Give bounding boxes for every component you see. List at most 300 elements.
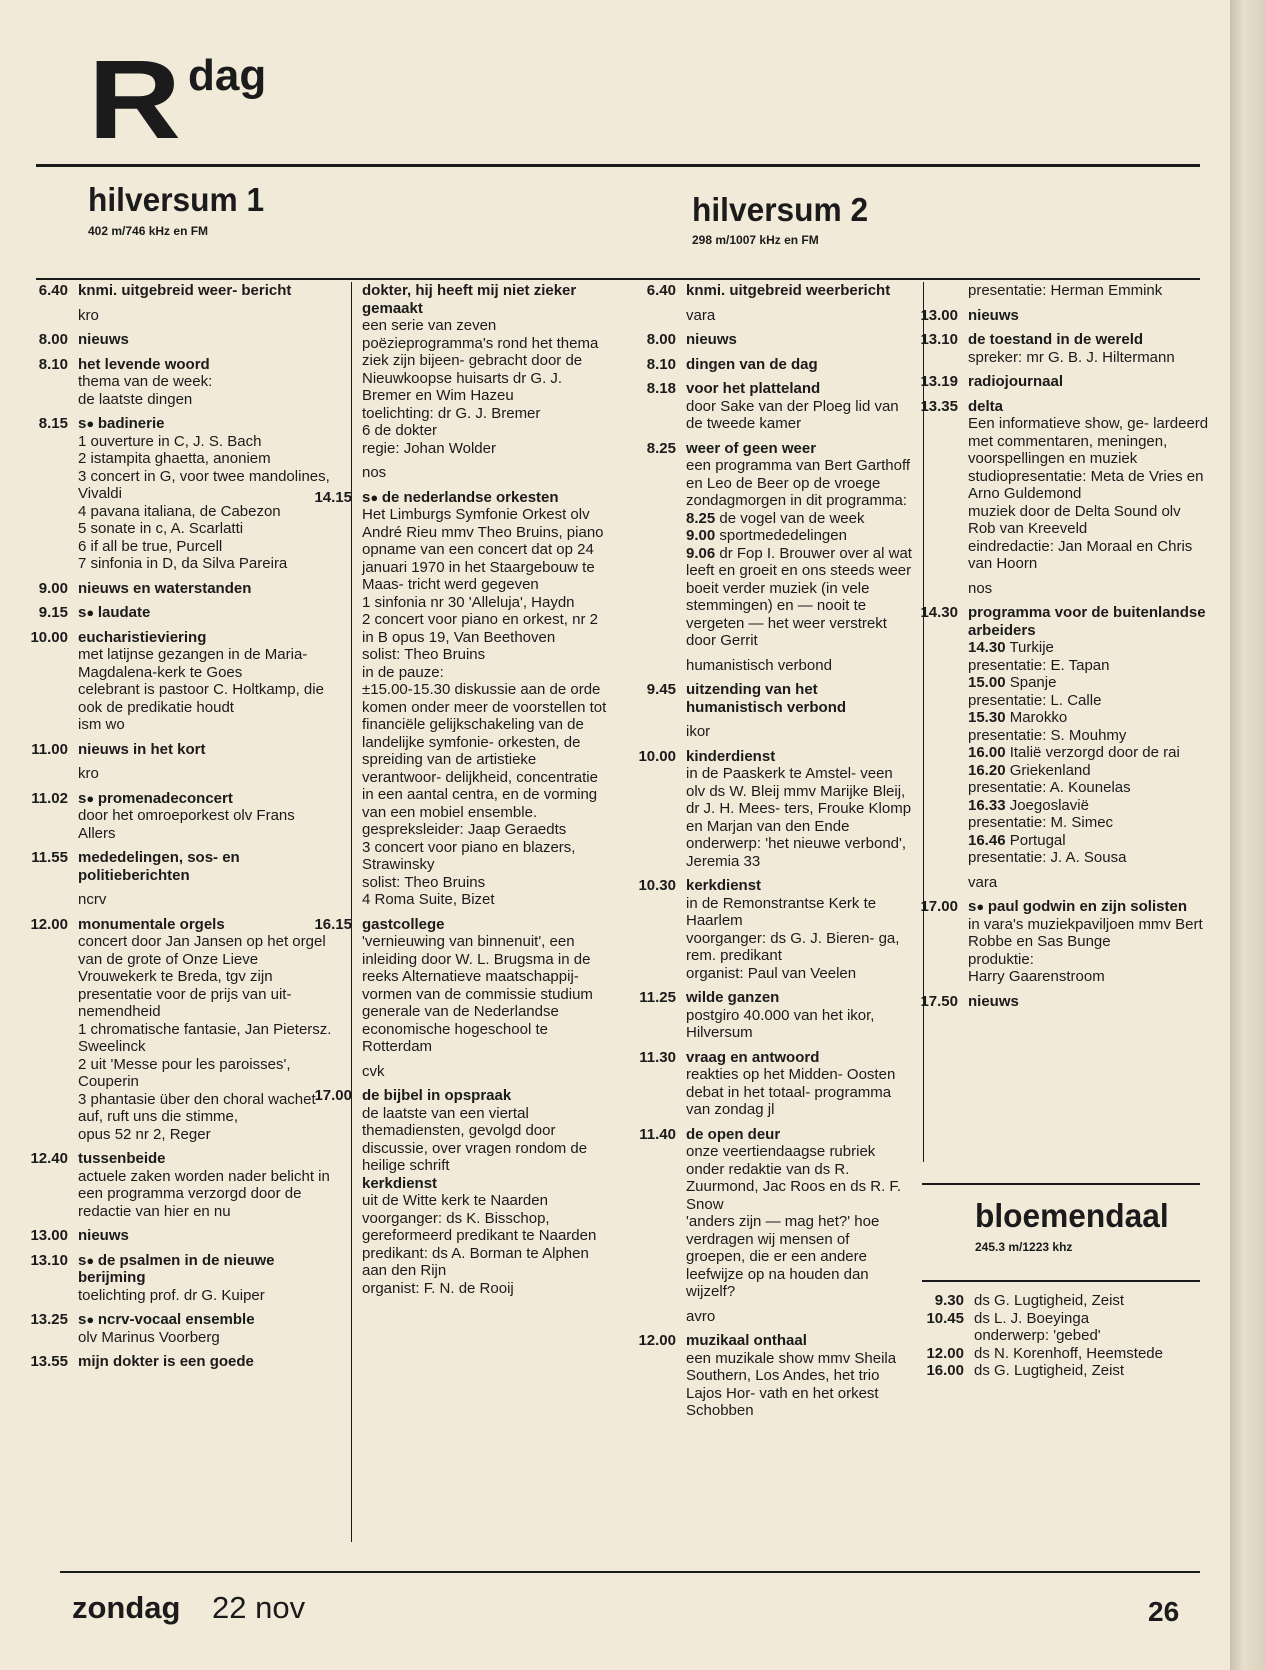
- program-entry: [620, 1126, 912, 1301]
- program-title: kerkdienst: [686, 877, 762, 894]
- program-entry: [620, 440, 912, 650]
- broadcaster-label: kro: [78, 765, 99, 782]
- program-title: nieuws en waterstanden: [78, 579, 252, 597]
- program-time: 10.45: [926, 1309, 964, 1327]
- program-time: 10.30: [638, 877, 676, 894]
- program-title: s● de psalmen in de nieuwe berijming: [78, 1251, 275, 1286]
- program-sub-item: [968, 692, 1210, 710]
- program-time: 6.40: [646, 282, 676, 299]
- program-detail: voorganger: ds K. Bisschop, gereformeerd predikant te Naarden: [362, 1209, 597, 1244]
- stereo-dot-icon: ●: [86, 416, 98, 431]
- program-entry: [16, 1311, 334, 1346]
- sub-time: 16.46: [968, 831, 1006, 849]
- program-sub-item: [686, 510, 912, 528]
- program-body: [686, 356, 912, 374]
- program-title: knmi. uitgebreid weerbericht: [686, 282, 891, 299]
- sub-time: 15.30: [968, 709, 1006, 726]
- program-detail: 4 Roma Suite, Bizet: [362, 891, 495, 908]
- program-detail: ds G. Lugtigheid, Zeist: [974, 1292, 1125, 1309]
- program-detail: Het Limburgs Symfonie Orkest olv André Rieu mmv Theo Bruins, piano: [362, 506, 604, 541]
- page-number: 26: [1148, 1596, 1180, 1627]
- sub-text: Spanje: [1009, 674, 1057, 691]
- header-rule: [36, 278, 1200, 280]
- program-entry: [16, 282, 334, 300]
- program-time: 6.40: [38, 282, 68, 299]
- program-entry: [920, 331, 1210, 366]
- program-detail: produktie:: [968, 950, 1034, 968]
- program-entry: [620, 331, 912, 349]
- program-detail: 2 uit 'Messe pour les paroisses', Couperin: [78, 1055, 291, 1090]
- program-time: 12.00: [926, 1344, 964, 1362]
- program-title: delta: [968, 397, 1004, 415]
- program-title: dokter, hij heeft mij niet zieker gemaakt: [362, 282, 577, 317]
- program-time: 17.00: [920, 898, 958, 915]
- program-body: [968, 331, 1210, 366]
- program-title: eucharistieviering: [78, 628, 207, 646]
- program-detail: uit de Witte kerk te Naarden: [362, 1192, 548, 1209]
- program-detail: 'vernieuwing van binnenuit', een inleiding door W. L. Brugsma in de reeks Alternatieve maatschappij- vormen van de commissie studium generale van de Nederlandse economische hogeschool te Rotterdam: [362, 933, 593, 1055]
- program-title: weer of geen weer: [686, 439, 817, 457]
- program-entry: [312, 1087, 612, 1297]
- station-title-hilversum-1: hilversum 1: [88, 181, 265, 218]
- logo-suffix: dag: [188, 51, 267, 100]
- broadcaster-label: avro: [686, 1307, 716, 1325]
- stereo-dot-icon: ●: [86, 790, 98, 806]
- sub-time: 16.00: [968, 744, 1006, 761]
- program-detail: ds G. Lugtigheid, Zeist: [974, 1362, 1125, 1379]
- program-time: 13.10: [30, 1251, 68, 1269]
- program-detail: in de Paaskerk te Amstel- veen olv ds W. Bleij mmv Marijke Bleij, dr J. H. Mees- ters, Frouke Klomp en Marjan van den Ende: [686, 765, 912, 835]
- program-detail: 6 if all be true, Purcell: [78, 537, 223, 555]
- program-title: het levende woord: [78, 355, 210, 373]
- program-detail: spreker: mr G. B. J. Hiltermann: [968, 348, 1175, 366]
- program-title: nieuws: [78, 1227, 129, 1244]
- program-title: dingen van de dag: [686, 355, 818, 373]
- program-detail: ds N. Korenhoff, Heemstede: [974, 1344, 1163, 1362]
- program-body: [78, 580, 334, 598]
- program-body: [686, 282, 912, 300]
- broadcaster-label: vara: [968, 873, 998, 891]
- program-title: nieuws: [968, 992, 1019, 1010]
- program-entry: [16, 604, 334, 622]
- sub-time: 16.33: [968, 796, 1006, 814]
- program-detail: 1 ouverture in C, J. S. Bach: [78, 432, 262, 450]
- program-detail: predikant: ds A. Borman te Alphen aan den Rijn: [362, 1244, 589, 1279]
- program-detail: in de Remonstrantse Kerk te Haarlem: [686, 894, 877, 929]
- program-detail: solist: Theo Bruins: [362, 646, 486, 663]
- program-title: kerkdienst: [362, 1174, 438, 1192]
- stereo-mark: s: [78, 789, 87, 807]
- program-detail: met latijnse gezangen in de Maria-Magdalena-kerk te Goes: [78, 646, 308, 681]
- program-detail: de laatste van een viertal themadiensten, gevolgd door discussie, over vragen rondom de heilige schrift: [362, 1104, 588, 1174]
- program-sub-item: [686, 545, 912, 650]
- program-time: 13.10: [920, 331, 958, 348]
- program-body: [78, 1227, 334, 1245]
- program-body: [78, 415, 334, 573]
- program-detail: opus 52 nr 2, Reger: [78, 1125, 211, 1143]
- program-title: s● badinerie: [78, 415, 165, 432]
- program-body: [362, 489, 612, 909]
- program-time: 8.25: [646, 439, 676, 457]
- program-title: wilde ganzen: [686, 989, 780, 1006]
- program-title: nieuws: [78, 331, 129, 348]
- bloemendaal-entry: [920, 1345, 1210, 1363]
- program-body: [78, 1150, 334, 1220]
- program-detail: een muzikale show mmv Sheila Southern, Los Andes, het trio Lajos Hor- vath en het orkest Schobben: [686, 1349, 897, 1419]
- sub-text: Portugal: [1009, 831, 1066, 849]
- program-title: radiojournaal: [968, 373, 1064, 390]
- program-time: 12.40: [30, 1150, 68, 1167]
- program-title: mijn dokter is een goede: [78, 1353, 254, 1370]
- program-detail: Een informatieve show, ge- lardeerd met commentaren, meningen, voorspellingen en muziek: [968, 415, 1209, 467]
- program-time: 16.15: [314, 915, 352, 933]
- program-entry: [16, 415, 334, 573]
- program-sub-item: [968, 762, 1210, 780]
- program-entry: [16, 790, 334, 843]
- program-time: [920, 1327, 974, 1345]
- program-time: [920, 282, 968, 300]
- program-detail: onze veertiendaagse rubriek onder redaktie van ds R. Zuurmond, Jac Roos en ds R. F. Snow: [686, 1143, 902, 1213]
- program-body: [686, 1126, 912, 1301]
- program-entry: [16, 1150, 334, 1220]
- page-edge: [1230, 0, 1265, 1670]
- program-time: 13.55: [30, 1353, 68, 1370]
- program-time: 13.19: [920, 373, 958, 390]
- program-body: [78, 741, 334, 759]
- program-entry: [920, 898, 1210, 986]
- program-time: 13.35: [920, 397, 958, 415]
- program-entry: [920, 604, 1210, 867]
- broadcaster-label: nos: [362, 464, 387, 481]
- program-entry: [16, 580, 334, 598]
- sub-text: Turkije: [1009, 639, 1054, 656]
- stereo-mark: s: [362, 488, 371, 506]
- stereo-dot-icon: ●: [86, 1312, 98, 1327]
- program-title: nieuws in het kort: [78, 740, 206, 758]
- program-body: [968, 373, 1210, 391]
- program-detail: solist: Theo Bruins: [362, 873, 486, 891]
- program-body: [968, 993, 1210, 1011]
- program-time: 11.30: [639, 1048, 676, 1066]
- program-body: [362, 282, 612, 457]
- program-entry: [312, 282, 612, 457]
- program-entry: [16, 331, 334, 349]
- program-entry: [16, 741, 334, 759]
- program-body: [78, 1353, 334, 1371]
- program-sub-item: [968, 814, 1210, 832]
- stereo-dot-icon: ●: [370, 489, 382, 505]
- program-entry: [920, 373, 1210, 391]
- program-detail: in de pauze:: [362, 663, 444, 681]
- program-time: 14.15: [314, 488, 352, 506]
- program-entry: [620, 989, 912, 1042]
- stereo-mark: s: [78, 1311, 87, 1328]
- bloemendaal-rule-bottom: [922, 1280, 1200, 1282]
- program-detail: ±15.00-15.30 diskussie aan de orde komen onder meer de voorstellen tot financiële gelijkschakeling van de landelijke symfonie- orkesten, de spreiding van de artistieke verantwoor- delijkheid, concentratie in een aantal centra, en de vorming van een mobiel ensemble.: [362, 681, 607, 821]
- program-time: 14.30: [920, 604, 958, 621]
- stereo-dot-icon: ●: [86, 1252, 98, 1268]
- program-detail: celebrant is pastoor C. Holtkamp, die ook de predikatie houdt: [78, 681, 324, 716]
- program-detail: een programma van Bert Garthoff en Leo de Beer op de vroege zondagmorgen in dit programma:: [686, 457, 911, 509]
- program-detail: muziek door de Delta Sound olv Rob van Kreeveld: [968, 502, 1181, 537]
- program-entry: [16, 1227, 334, 1245]
- sub-text: sportmededelingen: [719, 527, 847, 544]
- program-title: kinderdienst: [686, 747, 776, 765]
- program-entry: [620, 748, 912, 871]
- program-body: [78, 331, 334, 349]
- sub-time: 15.00: [968, 674, 1006, 691]
- program-body: [686, 989, 912, 1042]
- program-time: 10.00: [638, 747, 676, 765]
- bloemendaal-entry: [920, 1292, 1210, 1310]
- program-detail: 3 phantasie über den choral wachet auf, ruft uns die stimme,: [78, 1090, 316, 1125]
- stereo-mark: s: [78, 415, 87, 432]
- program-detail: toelichting prof. dr G. Kuiper: [78, 1286, 265, 1304]
- program-detail: 7 sinfonia in D, da Silva Pareira: [78, 555, 288, 572]
- schedule-column-2: [312, 282, 612, 1304]
- sub-text: Joegoslavië: [1009, 796, 1089, 814]
- program-time: 17.50: [920, 992, 958, 1010]
- station-frequency-bloemendaal: 245.3 m/1223 khz: [975, 1240, 1073, 1254]
- program-body: [686, 331, 912, 349]
- program-body: [78, 1252, 334, 1305]
- program-detail: 3 concert voor piano en blazers, Strawinsky: [362, 838, 576, 873]
- program-detail: thema van de week:: [78, 373, 213, 390]
- program-sub-item: [968, 709, 1210, 727]
- program-detail: 4 pavana italiana, de Cabezon: [78, 502, 281, 520]
- program-body: [686, 440, 912, 650]
- program-time: 8.00: [646, 331, 676, 348]
- footer-rule: [60, 1571, 1200, 1573]
- program-sub-item: [968, 639, 1210, 657]
- stereo-mark: s: [78, 604, 87, 621]
- sub-text: presentatie: E. Tapan: [968, 656, 1110, 674]
- program-body: [78, 282, 334, 300]
- program-detail: onderwerp: 'gebed': [974, 1327, 1101, 1344]
- program-detail: door Sake van der Ploeg lid van de tweede kamer: [686, 397, 899, 432]
- program-entry: [620, 282, 912, 300]
- program-body: [686, 681, 912, 716]
- stereo-mark: s: [78, 1251, 87, 1269]
- broadcaster-label: kro: [78, 306, 99, 324]
- program-title: nieuws: [968, 306, 1019, 324]
- schedule-column-1: [16, 282, 334, 1378]
- program-time: 8.15: [38, 415, 68, 432]
- program-detail: een serie van zeven poëzieprogramma's rond het thema ziek zijn bijeen- gebracht door de Nieuwkoopse huisarts dr G. J. Bremer en Wim Hazeu: [362, 317, 599, 404]
- program-title: programma voor de buitenlandse arbeiders: [968, 604, 1206, 639]
- program-entry: [16, 1353, 334, 1371]
- program-time: 11.00: [31, 740, 68, 758]
- program-title: uitzending van het humanistisch verbond: [686, 681, 847, 716]
- program-body: [968, 307, 1210, 325]
- program-title: nieuws: [686, 331, 737, 348]
- broadcaster-label: humanistisch verbond: [686, 656, 832, 674]
- program-sub-item: [968, 849, 1210, 867]
- program-entry: [920, 282, 1210, 300]
- program-sub-item: [968, 779, 1210, 797]
- program-body: [78, 790, 334, 843]
- program-title: tussenbeide: [78, 1150, 166, 1167]
- program-body: [78, 356, 334, 409]
- program-detail: voorganger: ds G. J. Bieren- ga, rem. predikant: [686, 929, 900, 964]
- sub-text: Italië verzorgd door de rai: [1009, 744, 1180, 761]
- program-body: [362, 916, 612, 1056]
- program-detail: 2 istampita ghaetta, anoniem: [78, 450, 271, 467]
- program-detail: ism wo: [78, 716, 125, 733]
- program-entry: [312, 489, 612, 909]
- program-title: gastcollege: [362, 915, 445, 933]
- broadcaster-label: ikor: [686, 723, 711, 740]
- program-time: 12.00: [30, 915, 68, 933]
- bloemendaal-entry: [920, 1362, 1210, 1380]
- sub-text: de vogel van de week: [719, 509, 865, 527]
- station-title-bloemendaal: bloemendaal: [975, 1197, 1169, 1234]
- program-detail: olv Marinus Voorberg: [78, 1328, 220, 1346]
- program-entry: [920, 993, 1210, 1011]
- program-time: 10.00: [30, 628, 68, 646]
- sub-text: presentatie: S. Mouhmy: [968, 726, 1127, 744]
- program-entry: [620, 1049, 912, 1119]
- program-time: [312, 282, 362, 457]
- program-detail: 3 concert in G, voor twee mandolines, Vivaldi: [78, 467, 330, 502]
- program-time: 8.10: [646, 355, 676, 373]
- program-time: 11.02: [31, 789, 68, 807]
- program-title: s● ncrv-vocaal ensemble: [78, 1311, 255, 1328]
- program-entry: [620, 877, 912, 982]
- program-detail: presentatie: Herman Emmink: [968, 282, 1163, 299]
- schedule-column-4: [920, 282, 1210, 1017]
- program-body: [78, 916, 334, 1144]
- program-time: 16.00: [926, 1362, 964, 1379]
- program-time: 9.15: [38, 604, 68, 621]
- program-body: [968, 282, 1210, 300]
- program-title: monumentale orgels: [78, 915, 225, 933]
- broadcaster-label: cvk: [362, 1062, 385, 1080]
- bloemendaal-entry: [920, 1310, 1210, 1328]
- bloemendaal-rule: [922, 1183, 1200, 1185]
- program-detail: 1 sinfonia nr 30 'Alleluja', Haydn: [362, 593, 575, 611]
- program-time: 9.00: [38, 579, 68, 597]
- station-frequency-hilversum-2: 298 m/1007 kHz en FM: [692, 233, 819, 247]
- program-detail: organist: Paul van Veelen: [686, 964, 857, 982]
- program-detail: actuele zaken worden nader belicht in een programma verzorgd door de redactie van hier en nu: [78, 1167, 330, 1220]
- program-body: [686, 1049, 912, 1119]
- program-sub-item: [968, 832, 1210, 850]
- program-entry: [16, 1252, 334, 1305]
- program-title: muzikaal onthaal: [686, 1332, 807, 1349]
- program-title: mededelingen, sos- en politieberichten: [78, 849, 240, 884]
- program-title: de bijbel in opspraak: [362, 1087, 512, 1104]
- program-body: [362, 1087, 612, 1297]
- program-body: [686, 1332, 912, 1420]
- stereo-mark: s: [968, 898, 977, 915]
- footer-day: zondag: [72, 1590, 181, 1625]
- sub-time: 9.00: [686, 527, 716, 544]
- program-detail: onderwerp: 'het nieuwe verbond', Jeremia 33: [686, 835, 907, 870]
- station-title-hilversum-2: hilversum 2: [692, 191, 869, 228]
- program-detail: organist: F. N. de Rooij: [362, 1279, 514, 1297]
- program-title: voor het platteland: [686, 380, 821, 397]
- sub-text: Griekenland: [1009, 761, 1091, 779]
- top-rule: [36, 164, 1200, 167]
- program-detail: 2 concert voor piano en orkest, nr 2 in B opus 19, Van Beethoven: [362, 611, 598, 646]
- sub-text: Marokko: [1009, 709, 1068, 726]
- program-entry: [16, 916, 334, 1144]
- program-body: [686, 748, 912, 871]
- program-time: 9.45: [646, 681, 676, 698]
- program-detail: reakties op het Midden- Oosten debat in het totaal- programma van zondag jl: [686, 1066, 896, 1118]
- sub-text: presentatie: L. Calle: [968, 691, 1102, 709]
- program-detail: postgiro 40.000 van het ikor, Hilversum: [686, 1006, 875, 1041]
- station-frequency-hilversum-1: 402 m/746 kHz en FM: [88, 224, 209, 238]
- program-title: s● de nederlandse orkesten: [362, 488, 559, 506]
- program-time: 8.00: [38, 331, 68, 348]
- program-body: [78, 1311, 334, 1346]
- sub-time: 9.06: [686, 544, 716, 562]
- program-entry: [920, 307, 1210, 325]
- program-entry: [620, 356, 912, 374]
- program-detail: Harry Gaarenstroom: [968, 968, 1105, 985]
- program-detail: in vara's muziekpaviljoen mmv Bert Robbe en Sas Bunge: [968, 915, 1203, 950]
- sub-time: 8.25: [686, 509, 716, 527]
- program-entry: [620, 681, 912, 716]
- sub-text: dr Fop I. Brouwer over al wat leeft en groeit en ons steeds weer boeit verder muziek (in vele stemmingen) en — nooit te vergeten — het weer verstrekt door Gerrit: [686, 544, 912, 649]
- program-entry: [16, 629, 334, 734]
- program-sub-item: [686, 527, 912, 545]
- program-detail: regie: Johan Wolder: [362, 439, 496, 457]
- program-body: [968, 604, 1210, 867]
- program-detail: toelichting: dr G. J. Bremer: [362, 404, 541, 422]
- program-title: knmi. uitgebreid weer- bericht: [78, 282, 292, 299]
- program-title: s● laudate: [78, 604, 151, 621]
- program-time: 8.10: [38, 355, 68, 373]
- program-time: 9.30: [934, 1292, 964, 1309]
- program-title: s● promenadeconcert: [78, 789, 233, 807]
- program-detail: de laatste dingen: [78, 390, 193, 408]
- program-time: 11.40: [639, 1125, 676, 1143]
- program-time: 11.25: [639, 989, 676, 1006]
- program-entry: [16, 849, 334, 884]
- program-body: [78, 604, 334, 622]
- program-entry: [312, 916, 612, 1056]
- program-entry: [16, 356, 334, 409]
- program-entry: [620, 380, 912, 433]
- program-time: 12.00: [638, 1332, 676, 1349]
- program-time: 13.00: [920, 306, 958, 324]
- program-detail: concert door Jan Jansen op het orgel van de grote of Onze Lieve Vrouwekerk te Breda, tgv zijn presentatie voor de prijs van uit- nemendheid: [78, 933, 326, 1020]
- program-body: [968, 398, 1210, 573]
- program-sub-item: [968, 727, 1210, 745]
- bloemendaal-entry: [920, 1327, 1210, 1345]
- broadcaster-label: ncrv: [78, 891, 107, 908]
- program-detail: eindredactie: Jan Moraal en Chris van Hoorn: [968, 537, 1193, 572]
- program-detail: ds L. J. Boeyinga: [974, 1309, 1090, 1327]
- program-detail: gespreksleider: Jaap Geraedts: [362, 821, 567, 838]
- schedule-column-3: [620, 282, 912, 1427]
- program-time: 17.00: [314, 1087, 352, 1104]
- program-detail: 6 de dokter: [362, 422, 438, 439]
- program-sub-item: [968, 674, 1210, 692]
- sub-text: presentatie: J. A. Sousa: [968, 849, 1127, 866]
- program-detail: studiopresentatie: Meta de Vries en Arno Guldemond: [968, 467, 1204, 502]
- program-time: 8.18: [646, 380, 676, 397]
- sub-time: 14.30: [968, 639, 1006, 656]
- stereo-dot-icon: ●: [86, 605, 98, 620]
- program-entry: [620, 1332, 912, 1420]
- program-sub-item: [968, 797, 1210, 815]
- program-time: 13.25: [30, 1311, 68, 1328]
- program-body: [686, 877, 912, 982]
